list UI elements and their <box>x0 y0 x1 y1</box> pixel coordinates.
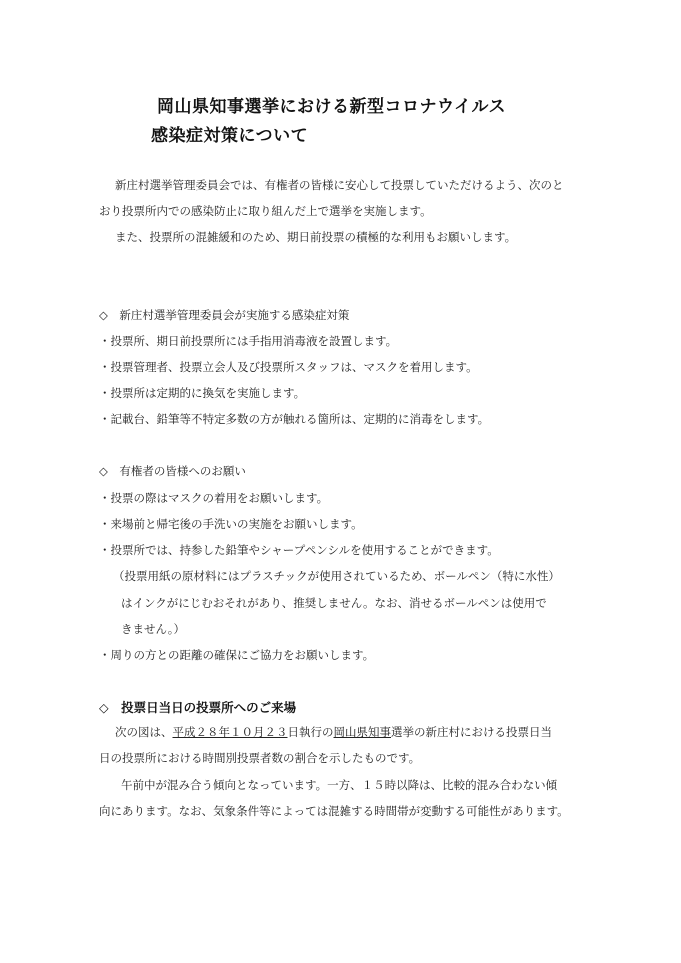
section-heading-election-day: ◇ 投票日当日の投票所へのご来場 <box>99 700 297 715</box>
list-item: ・記載台、鉛筆等不特定多数の方が触れる箇所は、定期的に消毒をします。 <box>99 412 490 426</box>
intro-paragraph-line: おり投票所内での感染防止に取り組んだ上で選挙を実施します。 <box>99 204 432 218</box>
section-heading-measures: ◇ 新庄村選挙管理委員会が実施する感染症対策 <box>99 308 350 322</box>
election-day-paragraph-line: 午前中が混み合う傾向となっています。一方、１５時以降は、比較的混み合わない傾 <box>121 778 558 792</box>
list-item: ・投票所、期日前投票所には手指用消毒液を設置します。 <box>99 334 398 348</box>
election-day-paragraph-line: 向にあります。なお、気象条件等によっては混雑する時間帯が変動する可能性があります。 <box>99 804 569 818</box>
document-title-line2: 感染症対策について <box>151 126 309 146</box>
list-item: ・投票所は定期的に換気を実施します。 <box>99 386 306 400</box>
election-day-paragraph-line: 日の投票所における時間別投票者数の割合を示したものです。 <box>99 751 421 765</box>
election-name: 岡山県知事 <box>333 725 391 739</box>
election-day-paragraph-line <box>115 724 552 740</box>
intro-paragraph-line: 新庄村選挙管理委員会では、有権者の皆様に安心して投票していただけるよう、次のと <box>115 178 564 192</box>
list-item: ・投票の際はマスクの着用をお願いします。 <box>99 491 329 505</box>
election-date: 平成２８年１０月２３ <box>172 725 288 739</box>
document-title-line1: 岡山県知事選挙における新型コロナウイルス <box>157 97 506 117</box>
note-line: （投票用紙の原材料にはプラスチックが使用されているため、ボールペン（特に水性） <box>113 569 560 583</box>
section-heading-requests: ◇ 有権者の皆様へのお願い <box>99 464 246 478</box>
intro-paragraph-line: また、投票所の混雑緩和のため、期日前投票の積極的な利用もお願いします。 <box>115 230 517 244</box>
list-item: ・周りの方との距離の確保にご協力をお願いします。 <box>99 648 375 662</box>
list-item: ・来場前と帰宅後の手洗いの実施をお願いします。 <box>99 517 363 531</box>
text-span: 日執行の <box>287 725 334 739</box>
note-line: はインクがにじむおそれがあり、推奨しません。なお、消せるボールペンは使用で <box>121 596 547 610</box>
list-item: ・投票管理者、投票立会人及び投票所スタッフは、マスクを着用します。 <box>99 360 478 374</box>
note-line: きません。） <box>121 622 185 636</box>
list-item: ・投票所では、持参した鉛筆やシャープペンシルを使用することができます。 <box>99 543 499 557</box>
text-span: 選挙の新庄村における投票日当 <box>391 725 552 739</box>
text-span: 次の図は、 <box>115 725 173 739</box>
